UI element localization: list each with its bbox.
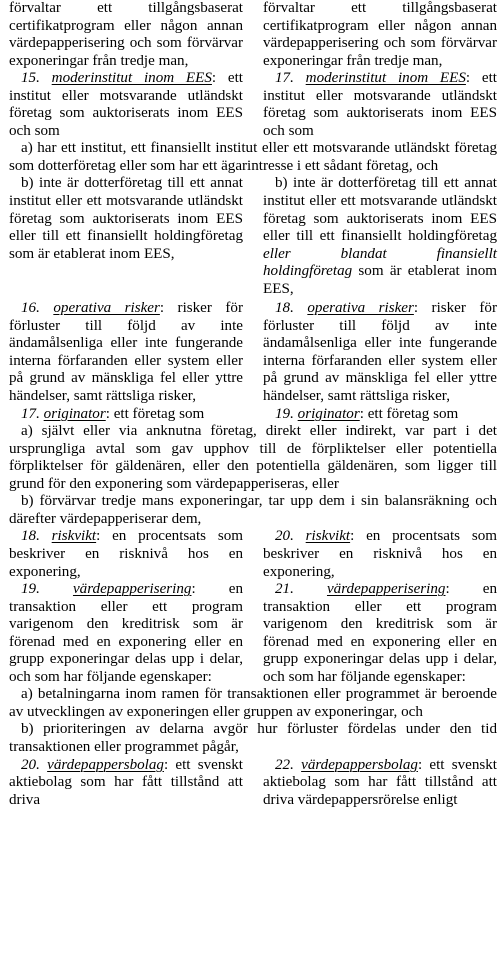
clause-paragraph: b) inte är dotterföretag till ett annat institut eller ett motsvarande utländskt företag som auktoriserats inom EES eller till ett finansiellt holdingföretag som är etablerat inom EES, [9, 175, 243, 262]
full-width-clauses [0, 423, 501, 528]
defined-term: moderinstitut inom EES [51, 70, 212, 87]
left-column [9, 757, 243, 810]
clause-text: b) inte är dotterföretag till ett annat institut eller ett motsvarande utländskt företag som auktoriserats inom EES eller till ett finansiellt holdingföretag [263, 175, 497, 245]
defined-term: värdepapperisering [326, 581, 446, 598]
item-number: 21. [275, 581, 294, 598]
defined-term: värdepapperisering [72, 581, 192, 598]
item-number: 19. [275, 405, 294, 422]
item-number: 17. [21, 405, 40, 422]
left-column [9, 300, 243, 405]
defined-term: operativa risker [307, 300, 414, 317]
definition-text: : ett svenskt aktiebolag som har fått tillstånd att driva värdepappersrörelse enligt [263, 756, 497, 808]
defined-term: riskvikt [51, 528, 97, 545]
item-number: 20. [21, 756, 40, 773]
clause-paragraph: a) har ett institut, ett finansiellt institut eller ett motsvarande utländskt företag som dotterföretag eller som har ett ägarintresse i ett sådant företag, och [9, 140, 497, 174]
right-column [263, 175, 497, 298]
left-column [9, 175, 243, 298]
right-column [263, 300, 497, 405]
item-number: 20. [275, 528, 294, 545]
clause-paragraph: b) prioriteringen av delarna avgör hur förluster fördelas under den tid transaktionen eller programmet pågår, [9, 721, 497, 755]
defined-term: operativa risker [53, 300, 160, 317]
clause-paragraph: a) självt eller via anknutna företag, direkt eller indirekt, var part i det ursprungliga avtal som gav upphov till de förpliktelser eller potentiella förpliktelser för gäldenären, eller den potentiella gäldenären, som ligger till grund för den exponering som värdepapperiseras, eller [9, 423, 497, 492]
definition-text: : ett institut eller motsvarande utländskt företag som auktoriserats inom EES och som [9, 70, 243, 139]
left-column [9, 70, 243, 140]
item-number: 22. [275, 756, 294, 773]
full-width-clause [0, 140, 501, 175]
clause-text: som är etablerat inom EES, [263, 263, 498, 297]
right-column [263, 757, 497, 810]
right-column [263, 406, 497, 424]
left-column [9, 528, 243, 581]
definition-paragraph [263, 406, 497, 424]
left-column [9, 581, 243, 686]
row-definition-riskvikt [0, 528, 501, 581]
defined-term: värdepappersbolag [301, 756, 418, 773]
row-definition-moderinstitut [0, 70, 501, 140]
definition-text: : risker för förluster till följd av inte ändamålsenliga eller inte fungerande interna förfaranden eller system eller på grund av mänskliga fel eller yttre händelser, samt rättsliga risker, [9, 300, 243, 405]
definition-paragraph [9, 528, 243, 581]
clause-paragraph: b) förvärvar tredje mans exponeringar, tar upp dem i sin balansräkning och därefter värdepapperiserar dem, [9, 493, 497, 527]
definition-paragraph [9, 757, 243, 810]
item-number: 18. [21, 528, 40, 545]
defined-term: moderinstitut inom EES [305, 70, 466, 87]
right-column [263, 581, 497, 686]
item-number: 18. [275, 300, 294, 317]
item-number: 16. [21, 300, 40, 317]
left-column [9, 406, 243, 424]
item-number: 17. [275, 70, 294, 87]
definition-text: : en procentsats som beskriver en risknivå hos en exponering, [9, 528, 243, 580]
definition-paragraph [263, 300, 497, 405]
full-width-clauses [0, 686, 501, 756]
row-item-14-continued [0, 0, 501, 70]
defined-term: originator [43, 405, 106, 422]
definition-paragraph [9, 406, 243, 424]
definition-paragraph [9, 300, 243, 405]
definition-text: : en transaktion eller ett program varigenom den kreditrisk som är förenad med en exponering eller en grupp exponeringar delas upp i delar, och som har följande egenskaper: [9, 581, 243, 685]
left-column [9, 0, 243, 70]
defined-term: riskvikt [305, 528, 351, 545]
paragraph: förvaltar ett tillgångsbaserat certifikatprogram eller någon annan värdepapperisering och som förvärvar exponeringar från tredje man, [9, 0, 243, 69]
definition-text: : ett svenskt aktiebolag som har fått tillstånd att driva [9, 756, 243, 808]
clause-paragraph: a) betalningarna inom ramen för transaktionen eller programmet är beroende av utvecklingen av exponeringen eller gruppen av exponeringar, och [9, 686, 497, 720]
right-column [263, 528, 497, 581]
right-column [263, 0, 497, 70]
right-column [263, 70, 497, 140]
row-definition-operativa-risker [0, 300, 501, 405]
paragraph: förvaltar ett tillgångsbaserat certifikatprogram eller någon annan värdepapperisering och som förvärvar exponeringar från tredje man, [263, 0, 497, 69]
definition-text: : ett företag som [359, 405, 459, 422]
row-definition-vardepapperisering [0, 581, 501, 686]
definition-paragraph [263, 528, 497, 581]
row-definition-vardepappersbolag [0, 757, 501, 810]
definition-text: : risker för förluster till följd av inte ändamålsenliga eller inte fungerande interna förfaranden eller system eller på grund av mänskliga fel eller yttre händelser, samt rättsliga risker, [263, 300, 497, 405]
row-definition-originator [0, 406, 501, 424]
definition-text: : en procentsats som beskriver en risknivå hos en exponering, [263, 528, 497, 580]
definition-paragraph [9, 581, 243, 686]
item-number: 15. [21, 70, 40, 87]
definition-paragraph [9, 70, 243, 140]
item-number: 19. [21, 581, 40, 598]
definition-text: : en transaktion eller ett program varigenom den kreditrisk som är förenad med en exponering eller en grupp exponeringar delas upp i delar, och som har följande egenskaper: [263, 581, 497, 685]
definition-text: : ett företag som [105, 405, 205, 422]
defined-term: värdepappersbolag [47, 756, 164, 773]
defined-term: originator [297, 405, 360, 422]
definition-paragraph [263, 581, 497, 686]
clause-paragraph [263, 175, 497, 298]
row-clause-b-holding [0, 175, 501, 298]
amended-text: eller blandat finansiellt holdingföretag [263, 245, 497, 280]
definition-text: : ett institut eller motsvarande utländskt företag som auktoriserats inom EES och som [263, 70, 497, 139]
definition-paragraph [263, 757, 497, 810]
definition-paragraph [263, 70, 497, 140]
